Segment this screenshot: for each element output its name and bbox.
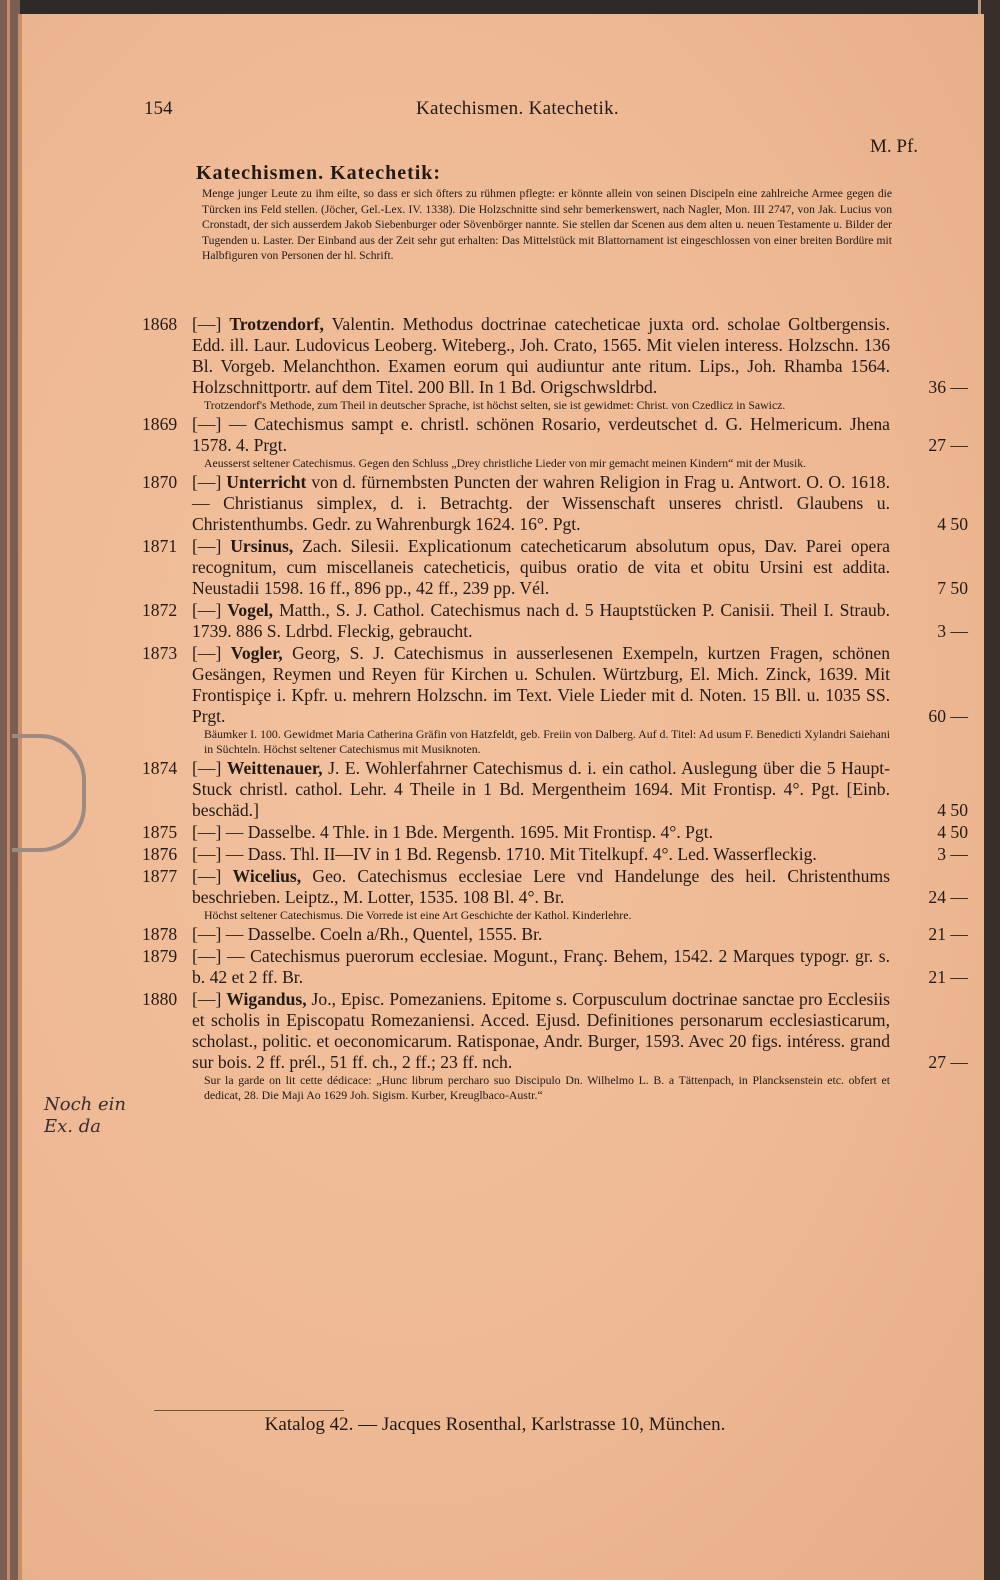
catalog-entries — [142, 314, 968, 1104]
entry-prefix: [—] — [192, 844, 222, 864]
entry-description — [192, 822, 890, 843]
entry-prefix: [—] — [192, 536, 222, 556]
entry-note: Bäumker I. 100. Gewidmet Maria Catherina Gräfin von Hatzfeldt, geb. Freiin von Dalberg. Auf d. Titel: Ad usum F. Benedicti Xylandri Saiehani in Süchteln. Höchst seltener Catechismus mit Musiknoten. — [204, 727, 890, 756]
entry-price: 36 — — [928, 377, 968, 397]
entry-text: — Catechismus puerorum ecclesiae. Mogunt., Franç. Behem, 1542. 2 Marques typogr. gr. s. b. 42 et 2 ff. Br. — [192, 946, 890, 987]
catalog-entry — [142, 536, 968, 599]
entry-prefix: [—] — [192, 866, 222, 886]
entry-note: Sur la garde on lit cette dédicace: „Hunc librum percharo suo Discipulo Dn. Wilhelmo L. B. a Tättenpach, in Plancksenstein etc. obfert et dedicat, 28. Die Maji Ao 1629 Joh. Sigism. Kurber, Kreuglbaco-Austr.“ — [204, 1073, 890, 1102]
entry-price: 3 — — [937, 621, 968, 641]
catalog-entry — [142, 844, 968, 865]
footer-rule — [154, 1410, 344, 1411]
handwritten-margin-note: Noch ein Ex. da — [44, 1094, 126, 1137]
entry-price: 4 50 — [937, 822, 968, 842]
catalog-entry — [142, 600, 968, 642]
catalog-entry — [142, 989, 968, 1103]
entry-price: 24 — — [928, 887, 968, 907]
author-name: Weittenauer, — [226, 758, 323, 778]
entry-note: Aeusserst seltener Catechismus. Gegen den Schluss „Drey christliche Lieder von mir gemacht meinen Kindern“ mit der Musik. — [204, 456, 807, 470]
entry-price: 27 — — [928, 435, 968, 455]
entry-prefix: [—] — [192, 758, 222, 778]
entry-description — [192, 600, 890, 642]
catalog-page — [18, 14, 984, 1580]
lot-number: 1868 — [142, 314, 178, 334]
entry-text: — Dasselbe. 4 Thle. in 1 Bde. Mergenth. 1695. Mit Frontisp. 4°. Pgt. — [225, 822, 713, 842]
entry-description — [192, 414, 890, 456]
lot-number: 1877 — [142, 866, 178, 886]
entry-text: J. E. Wohlerfahrner Catechismus d. i. ein cathol. Auslegung über die 5 Haupt-Stuck christl. cathol. Lehr. 4 Theile in 1 Bd. Mergentheim 1694. Mit Frontisp. 4°. Pgt. [Einb. beschäd.] — [192, 758, 891, 820]
entry-price: 4 50 — [937, 800, 968, 820]
catalog-imprint: Katalog 42. — Jacques Rosenthal, Karlstrasse 10, München. — [264, 1414, 726, 1435]
entry-description — [192, 643, 890, 727]
entry-text: — Dass. Thl. II—IV in 1 Bd. Regensb. 1710. Mit Titelkupf. 4°. Led. Wasserfleckig. — [225, 844, 817, 864]
page-number: 154 — [144, 98, 173, 119]
entry-price: 21 — — [928, 967, 968, 987]
continuation-note: Menge junger Leute zu ihm eilte, so dass er sich öfters zu rühmen pflegte: er könnte allein von seinen Discipeln eine zahlreiche Armee gegen die Türcken ins Feld stellen. (Jöcher, Gel.-Lex. IV. 1338). Die Holzschnitte sind sehr bemerkenswert, nach Nagler, Mon. III 2747, von Jak. Lucius von Cronstadt, der sich ausserdem Jakob Siebenburger oder Sövenbörger nannte. Sie stellen dar Scenen aus dem alten u. neuen Testamente u. Bilder der Tugenden u. Laster. Der Einband aus der Zeit sehr gut erhalten: Das Mittelstück mit Blattornament ist eingeschlossen von einer breiten Bordüre mit Halbfiguren von Personen der hl. Schrift. — [202, 187, 892, 263]
page-footer — [22, 1414, 984, 1436]
entry-description — [192, 758, 890, 821]
entry-note: Höchst seltener Catechismus. Die Vorrede ist eine Art Geschichte der Kathol. Kinderlehre. — [204, 908, 632, 922]
entry-text: von d. fürnembsten Puncten der wahren Religion in Frag u. Antwort. O. O. 1618. — Christianus simplex, d. i. Betrachtg. der Wissenschaft unseres christl. Glaubens u. Christenthumbs. Gedr. zu Wahrenburgk 1624. 16°. Pgt. — [192, 472, 890, 534]
author-name: Trotzendorf, — [229, 314, 324, 334]
catalog-entry — [142, 314, 968, 413]
entry-text: Zach. Silesii. Explicationum catecheticarum absolutum opus, Dav. Parei opera recognitum, cum miscellaneis catecheticis, quibus oratio de vita et obitu Ursini est addita. Neustadii 1598. 16 ff., 896 pp., 42 ff., 239 pp. Vél. — [192, 536, 890, 598]
lot-number: 1872 — [142, 600, 178, 620]
entry-prefix: [—] — [192, 643, 222, 663]
lot-number: 1876 — [142, 844, 178, 864]
paper-clip — [12, 734, 86, 852]
entry-price: 4 50 — [937, 514, 968, 534]
entry-prefix: [—] — [192, 472, 222, 492]
author-name: Vogler, — [230, 643, 283, 663]
section-title: Katechismen. Katechetik: — [196, 162, 442, 184]
entry-note: Trotzendorf's Methode, zum Theil in deutscher Sprache, ist höchst selten, sie ist gewidmet: Christ. von Czedlicz in Sawicz. — [204, 398, 786, 412]
entry-description — [192, 866, 890, 908]
currency-label: M. Pf. — [870, 136, 919, 157]
lot-number: 1878 — [142, 924, 178, 944]
entry-prefix: [—] — [192, 414, 222, 434]
author-name: Ursinus, — [230, 536, 294, 556]
catalog-entry — [142, 946, 968, 988]
entry-prefix: [—] — [192, 822, 222, 842]
author-name: Unterricht — [226, 472, 307, 492]
entry-price: 21 — — [928, 924, 968, 944]
catalog-entry — [142, 758, 968, 821]
lot-number: 1871 — [142, 536, 178, 556]
entry-prefix: [—] — [192, 924, 222, 944]
lot-number: 1879 — [142, 946, 178, 966]
lot-number: 1870 — [142, 472, 178, 492]
entry-text: Jo., Episc. Pomezaniens. Epitome s. Corpusculum doctrinae sanctae pro Ecclesiis et scholis in Episcopatu Romezaniensi. Acced. Ejusd. Definitiones personarum ecclesiasticarum, scholast., politic. et oeconomicarum. Ratisponae, Andr. Burger, 1593. Avec 20 figs. intéress. grand sur bois. 2 ff. prél., 51 ff. ch., 2 ff.; 23 ff. nch. — [192, 989, 890, 1072]
lot-number: 1874 — [142, 758, 178, 778]
entry-price: 7 50 — [937, 578, 968, 598]
lot-number: 1875 — [142, 822, 178, 842]
entry-prefix: [—] — [192, 989, 222, 1009]
entry-description — [192, 472, 890, 535]
lot-number: 1869 — [142, 414, 178, 434]
entry-price: 3 — — [937, 844, 968, 864]
catalog-entry — [142, 924, 968, 945]
entry-description — [192, 314, 890, 398]
catalog-entry — [142, 643, 968, 757]
lot-number: 1873 — [142, 643, 178, 663]
author-name: Wigandus, — [226, 989, 307, 1009]
catalog-entry — [142, 822, 968, 843]
entry-description — [192, 536, 890, 599]
entry-price: 27 — — [928, 1052, 968, 1072]
entry-text: Matth., S. J. Cathol. Catechismus nach d. 5 Hauptstücken P. Canisii. Theil I. Straub. 1739. 886 S. Ldrbd. Fleckig, gebraucht. — [192, 600, 891, 641]
entry-text: Valentin. Methodus doctrinae catecheticae juxta ord. scholae Goltbergensis. Edd. ill. Laur. Ludovicus Leoberg. Witeberg., Joh. Crato, 1565. Mit vielen interess. Holzschn. 136 Bl. Vorgeb. Melanchthon. Examen eorum qui audiuntur ante ritum. Lips., Joh. Rhamba 1564. Holzschnittportr. auf dem Titel. 200 Bll. In 1 Bd. Origschwsldrbd. — [192, 314, 890, 397]
author-name: Vogel, — [227, 600, 274, 620]
entry-text: — Catechismus sampt e. christl. schönen Rosario, verdeutschet d. G. Helmericum. Jhena 1578. 4. Prgt. — [192, 414, 890, 455]
entry-text: Geo. Catechismus ecclesiae Lere vnd Handelunge des heil. Christenthums beschrieben. Leiptz., M. Lotter, 1535. 108 Bl. 4°. Br. — [192, 866, 890, 907]
entry-text: Georg, S. J. Catechismus in ausserlesenen Exempeln, kurtzen Fragen, schönen Gesängen, Reymen und Reyen für Kirchen u. Schulen. Würtzburg, El. Mich. Zinck, 1639. Mit Frontispiçe i. Kpfr. u. mehrern Holzschn. im Text. Viele Lieder mit d. Noten. 15 Bll. u. 1035 SS. Prgt. — [192, 643, 890, 726]
lot-number: 1880 — [142, 989, 178, 1009]
entry-description — [192, 924, 890, 945]
running-title: Katechismen. Katechetik. — [416, 98, 619, 119]
entry-text: — Dasselbe. Coeln a/Rh., Quentel, 1555. Br. — [225, 924, 543, 944]
catalog-entry — [142, 414, 968, 471]
author-name: Wicelius, — [232, 866, 302, 886]
entry-prefix: [—] — [192, 946, 222, 966]
catalog-entry — [142, 866, 968, 923]
entry-price: 60 — — [928, 706, 968, 726]
entry-description — [192, 989, 890, 1073]
entry-description — [192, 844, 890, 865]
entry-prefix: [—] — [192, 600, 222, 620]
catalog-entry — [142, 472, 968, 535]
binding-edge — [7, 0, 10, 1580]
entry-prefix: [—] — [192, 314, 222, 334]
entry-description — [192, 946, 890, 988]
